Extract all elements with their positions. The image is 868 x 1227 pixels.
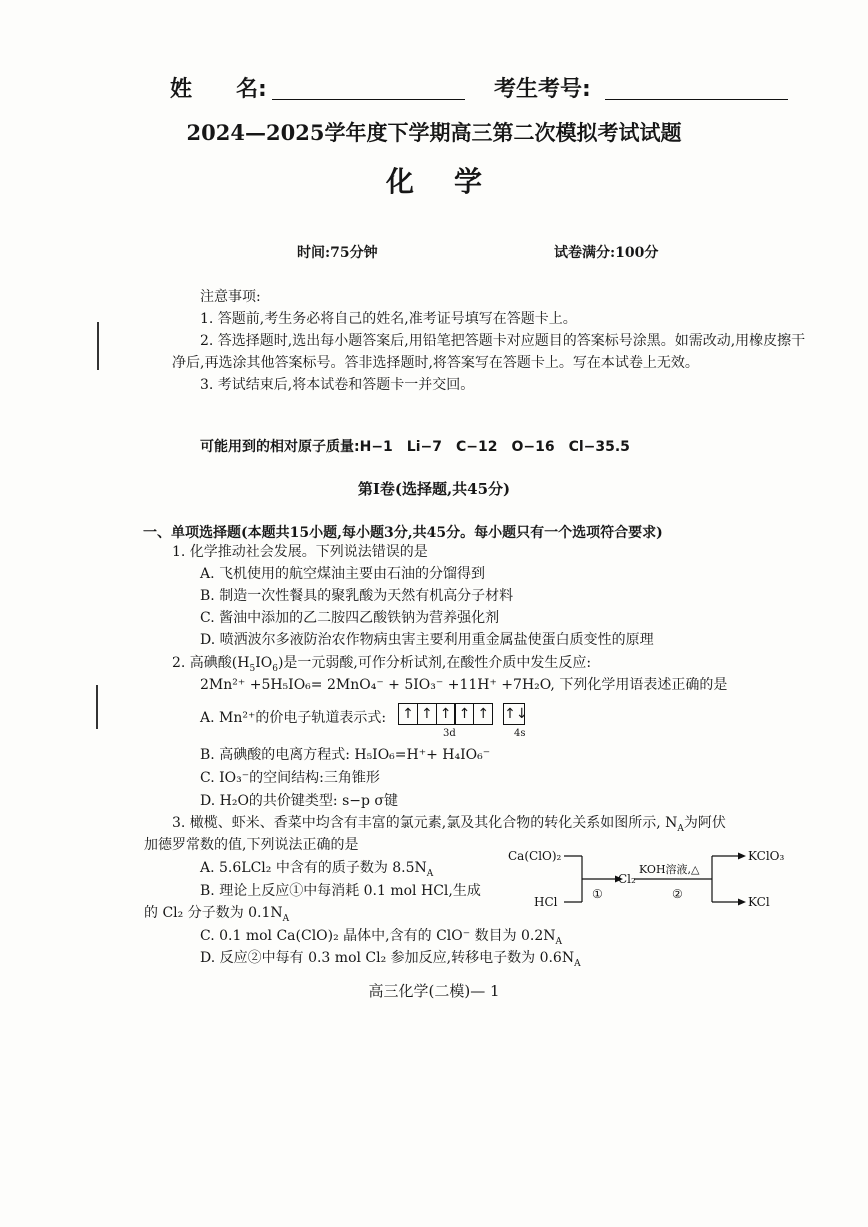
product-kcl: KCl xyxy=(748,895,770,909)
orbital-4s-label: 4s xyxy=(514,728,526,739)
q2-stem-c: )是一元弱酸,可作分析试剂,在酸性介质中发生反应: xyxy=(277,655,592,671)
product-kclo3: KClO₃ xyxy=(748,849,785,863)
q1-stem: 1. 化学推动社会发展。下列说法错误的是 xyxy=(172,544,428,560)
margin-mark xyxy=(97,322,99,370)
condition-koh: KOH溶液,△ xyxy=(639,863,700,876)
exam-id-label: 考生考号: xyxy=(494,77,591,102)
na-subscript: A xyxy=(574,958,581,969)
orbital-3d-label: 3d xyxy=(443,728,456,739)
notice-heading: 注意事项: xyxy=(200,289,261,305)
exam-time: 时间:75分钟 xyxy=(297,245,378,261)
q3-option-b-text: 的 Cl₂ 分子数为 0.1N xyxy=(144,905,283,921)
orbital-box: ↑ xyxy=(436,703,456,725)
q2-stem-a: 2. 高碘酸(H xyxy=(172,655,250,671)
q3-stem-line2: 加德罗常数的值,下列说法正确的是 xyxy=(144,837,359,853)
q1-option-a: A. 飞机使用的航空煤油主要由石油的分馏得到 xyxy=(200,566,486,582)
orbital-box: ↑ xyxy=(398,703,418,725)
q3-option-c-text: C. 0.1 mol Ca(ClO)₂ 晶体中,含有的 ClO⁻ 数目为 0.2N xyxy=(200,928,556,944)
q2-option-a: A. Mn²⁺的价电子轨道表示式: xyxy=(200,710,387,726)
orbital-box: ↑ xyxy=(473,703,493,725)
arrowhead xyxy=(738,853,746,860)
product-cl2: Cl₂ xyxy=(618,872,636,886)
exam-id-line[interactable] xyxy=(605,75,788,100)
q2-option-c: C. IO₃⁻的空间结构:三角锥形 xyxy=(200,770,380,786)
q3-option-d-text: D. 反应②中每有 0.3 mol Cl₂ 参加反应,转移电子数为 0.6N xyxy=(200,950,575,966)
margin-mark xyxy=(96,685,98,729)
q2-stem: 2. 高碘酸$(H_5IO_6)$是一元弱酸,可作分析试剂,在酸性介质中发生反应: xyxy=(172,655,592,674)
notice-item: 2. 答选择题时,选出每小题答案后,用铅笔把答题卡对应题目的答案标号涂黑。如需改动,用橡皮擦干净后,再选涂其他答案标号。答非选择题时,将答案写在答题卡上。写在本试卷上无效。 xyxy=(172,333,806,371)
notice-item: 3. 考试结束后,将本试卷和答题卡一并交回。 xyxy=(200,377,475,393)
step-1-label: ① xyxy=(592,887,603,901)
full-score: 试卷满分:100分 xyxy=(554,245,659,261)
arrowhead xyxy=(738,899,746,906)
q2-stem-b: IO xyxy=(255,655,273,671)
q3-option-a-text: A. 5.6LCl₂ 中含有的质子数为 8.5N xyxy=(200,860,427,876)
q2-option-b: B. 高碘酸的电离方程式: H₅IO₆=H⁺+ H₄IO₆⁻ xyxy=(200,747,491,763)
orbital-3d xyxy=(398,703,492,725)
exam-title: 2024—2025学年度下学期高三第二次模拟考试试题 xyxy=(186,120,682,145)
na-subscript: A xyxy=(282,913,290,924)
reactant-hcl: HCl xyxy=(534,895,558,909)
notice-block xyxy=(172,286,812,396)
name-label: 姓 名: xyxy=(170,77,267,102)
step-2-label: ② xyxy=(672,887,683,901)
na-subscript: A xyxy=(555,936,563,947)
orbital-4s xyxy=(503,703,528,725)
na-subscript: A xyxy=(426,868,434,879)
q2-option-d: D. H₂O的共价键类型: s−p σ键 xyxy=(200,793,398,809)
subject-title: 化学 xyxy=(385,165,522,198)
orbital-box: ↑ xyxy=(454,703,474,725)
section-title: 第Ⅰ卷(选择题,共45分) xyxy=(357,480,511,498)
part-title: 一、单项选择题(本题共15小题,每小题3分,共45分。每小题只有一个选项符合要求) xyxy=(143,525,663,541)
orbital-box: ↑ xyxy=(417,703,437,725)
name-line[interactable] xyxy=(272,75,465,100)
q3-stem-tail: 为阿伏 xyxy=(683,815,726,831)
q3-stem-text: 3. 橄榄、虾米、香菜中均含有丰富的氯元素,氯及其化合物的转化关系如图所示, N xyxy=(172,815,678,831)
reactant-caclo2: Ca(ClO)₂ xyxy=(508,849,562,863)
q2-equation: 2Mn²⁺ +5H₅IO₆= 2MnO₄⁻ + 5IO₃⁻ +11H⁺ +7H₂O, 下列化学用语表述正确的是 xyxy=(200,677,728,693)
q3-option-d xyxy=(200,948,581,975)
q1-option-d: D. 喷洒波尔多液防治农作物病虫害主要利用重金属盐使蛋白质变性的原理 xyxy=(200,632,654,648)
orbital-box: ↑↓ xyxy=(503,703,525,725)
q1-option-b: B. 制造一次性餐具的聚乳酸为天然有机高分子材料 xyxy=(200,588,514,604)
na-subscript: A xyxy=(677,823,684,834)
atomic-masses: 可能用到的相对原子质量:H−1 Li−7 C−12 O−16 Cl−35.5 xyxy=(200,439,630,455)
chlorine-reaction-diagram xyxy=(500,840,800,920)
orbital-diagram xyxy=(398,703,528,725)
page-footer: 高三化学(二模)— 1 xyxy=(368,982,500,1000)
notice-item: 1. 答题前,考生务必将自己的姓名,准考证号填写在答题卡上。 xyxy=(200,311,577,327)
q1-option-c: C. 酱油中添加的乙二胺四乙酸铁钠为营养强化剂 xyxy=(200,610,500,626)
q3-option-b-line1: B. 理论上反应①中每消耗 0.1 mol HCl,生成 xyxy=(200,883,481,899)
